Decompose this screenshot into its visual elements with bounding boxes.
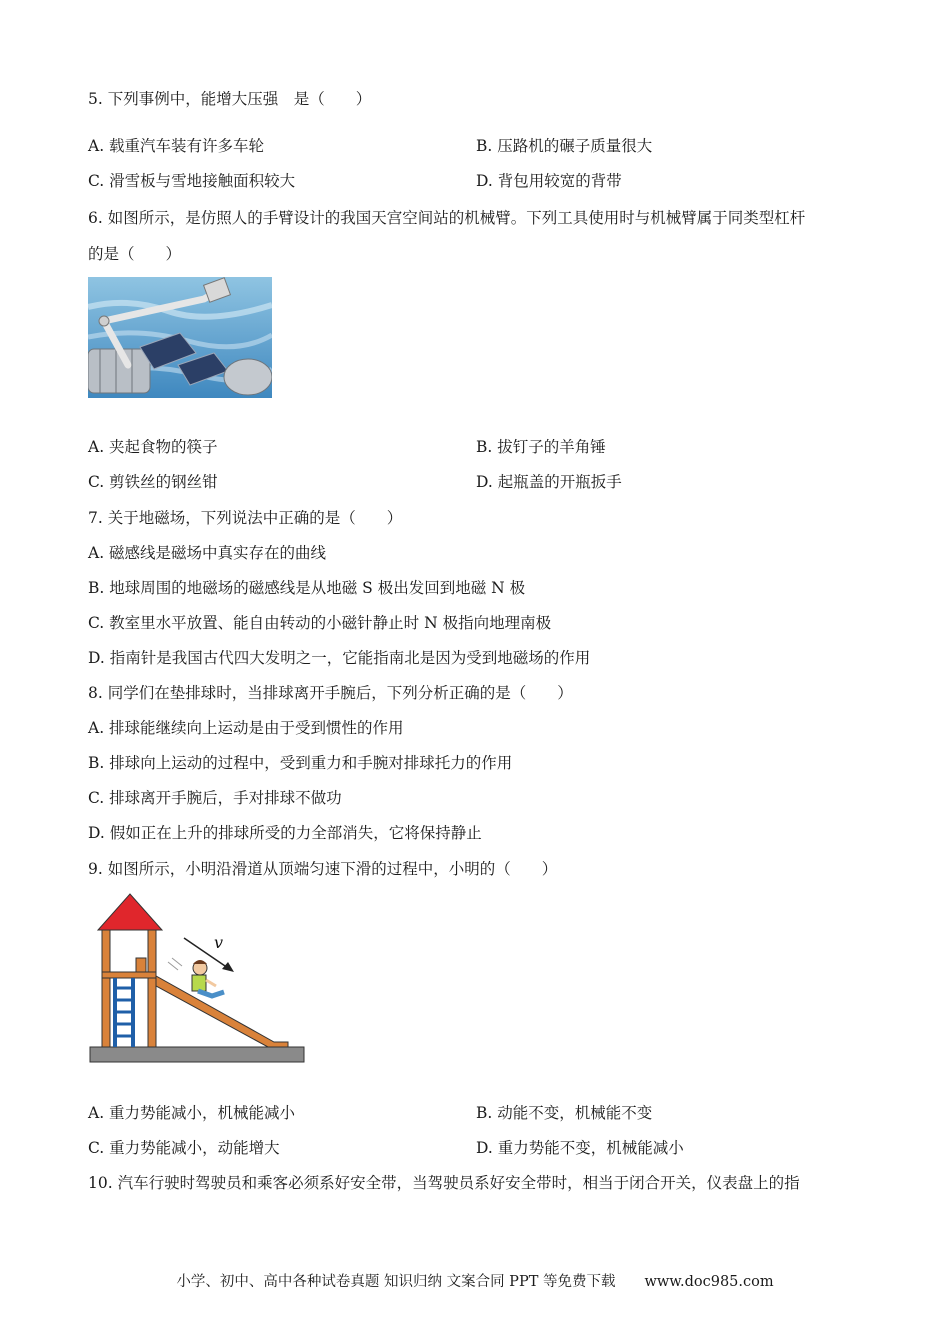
q7-option-d: D. 指南针是我国古代四大发明之一，它能指南北是因为受到地磁场的作用 xyxy=(88,649,591,667)
q8-option-b: B. 排球向上运动的过程中，受到重力和手腕对排球托力的作用 xyxy=(88,754,513,772)
q8-option-d: D. 假如正在上升的排球所受的力全部消失，它将保持静止 xyxy=(88,824,482,842)
q8-option-a: A. 排球能继续向上运动是由于受到惯性的作用 xyxy=(88,719,404,737)
q9-stem: 9. 如图所示，小明沿滑道从顶端匀速下滑的过程中，小明的（ ） xyxy=(88,860,558,878)
q7-option-c: C. 教室里水平放置、能自由转动的小磁针静止时 N 极指向地理南极 xyxy=(88,614,552,632)
q7-option-b: B. 地球周围的地磁场的磁感线是从地磁 S 极出发回到地磁 N 极 xyxy=(88,579,526,597)
slide-figure xyxy=(88,892,308,1067)
q6-option-d: D. 起瓶盖的开瓶扳手 xyxy=(476,473,622,491)
space-station-robotic-arm-figure xyxy=(88,277,272,398)
q6-option-b: B. 拔钉子的羊角锤 xyxy=(476,438,606,456)
q9-option-c: C. 重力势能减小，动能增大 xyxy=(88,1139,280,1157)
velocity-label: v xyxy=(214,933,224,952)
q6-option-a: A. 夹起食物的筷子 xyxy=(88,438,218,456)
q6-stem-line2: 的是（ ） xyxy=(88,245,182,263)
q8-option-c: C. 排球离开手腕后，手对排球不做功 xyxy=(88,789,342,807)
q10-stem-line1: 10. 汽车行驶时驾驶员和乘客必须系好安全带，当驾驶员系好安全带时，相当于闭合开关，仪表盘上的指 xyxy=(88,1174,800,1192)
q5-option-b: B. 压路机的碾子质量很大 xyxy=(476,137,653,155)
q6-stem-line1: 6. 如图所示，是仿照人的手臂设计的我国天宫空间站的机械臂。下列工具使用时与机械臂属于同类型杠杆 xyxy=(88,209,806,227)
page-footer: 小学、初中、高中各种试卷真题 知识归纳 文案合同 PPT 等免费下载 www.doc985.com xyxy=(176,1274,774,1290)
q5-option-a: A. 载重汽车装有许多车轮 xyxy=(88,137,265,155)
q9-option-a: A. 重力势能减小，机械能减小 xyxy=(88,1104,296,1122)
q9-option-d: D. 重力势能不变，机械能减小 xyxy=(476,1139,684,1157)
q5-stem: 5. 下列事例中，能增大压强 是（ ） xyxy=(88,90,372,108)
q8-stem: 8. 同学们在垫排球时，当排球离开手腕后，下列分析正确的是（ ） xyxy=(88,684,573,702)
q6-option-c: C. 剪铁丝的钢丝钳 xyxy=(88,473,218,491)
q5-option-d: D. 背包用较宽的背带 xyxy=(476,172,622,190)
q5-option-c: C. 滑雪板与雪地接触面积较大 xyxy=(88,172,296,190)
q9-option-b: B. 动能不变，机械能不变 xyxy=(476,1104,653,1122)
q7-stem: 7. 关于地磁场，下列说法中正确的是（ ） xyxy=(88,509,403,527)
q7-option-a: A. 磁感线是磁场中真实存在的曲线 xyxy=(88,544,327,562)
